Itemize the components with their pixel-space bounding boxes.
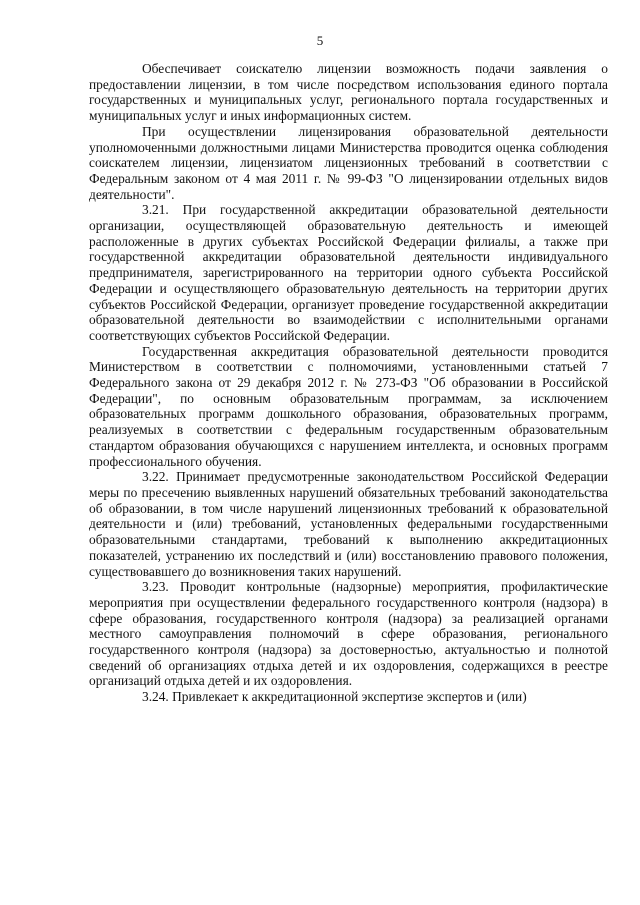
paragraph-state-accreditation: Государственная аккредитация образовательной деятельности проводится Министерством в соответствии с полномочиями, установленными статьей 7 Федерального закона от 29 декабря 2012 г. № 273-ФЗ "Об образовании в Российской Федерации", по основным образовательным программам, за исключением образовательных программ дошкольного образования, образовательных программ, реализуемых в соответствии с федеральным государственным образовательным стандартом образования обучающихся с нарушением интеллекта, и основных программ профессионального обучения. <box>89 343 608 469</box>
page-number: 5 <box>316 33 324 48</box>
paragraph-3-22: 3.22. Принимает предусмотренные законодательством Российской Федерации меры по пресечению выявленных нарушений обязательных требований законодательства об образовании, в том числе нарушений лицензионных требований к образовательной деятельности и (или) требований, установленных федеральными государственными образовательными стандартами, требований к выполнению аккредитационных показателей, устранению их последствий и (или) восстановлению правового положения, существовавшего до возникновения таких нарушений. <box>89 469 608 579</box>
paragraph-portal-services: Обеспечивает соискателю лицензии возможность подачи заявления о предоставлении лицензии, в том числе посредством использования единого портала государственных и муниципальных услуг, регионального портала государственных и муниципальных услуг и иных информационных систем. <box>89 61 608 124</box>
paragraph-3-23: 3.23. Проводит контрольные (надзорные) мероприятия, профилактические мероприятия при осуществлении федерального государственного контроля (надзора) в сфере образования, государственного контроля (надзора) за реализацией органами местного самоуправления полномочий в сфере образования, регионального государственного контроля (надзора) за достоверностью, актуальностью и полнотой сведений об организациях отдыха детей и их оздоровления, содержащихся в реестре организаций отдыха детей и их оздоровления. <box>89 579 608 689</box>
paragraph-3-21: 3.21. При государственной аккредитации образовательной деятельности организации, осуществляющей образовательную деятельность и имеющей расположенные в других субъектах Российской Федерации филиалы, а также при государственной аккредитации образовательной деятельности индивидуального предпринимателя, зарегистрированного на территории одного субъекта Российской Федерации и осуществляющего образовательную деятельность на территории других субъектов Российской Федерации, организует проведение государственной аккредитации образовательной деятельности во взаимодействии с исполнительными органами соответствующих субъектов Российской Федерации. <box>89 202 608 343</box>
document-body <box>89 61 608 705</box>
paragraph-3-24: 3.24. Привлекает к аккредитационной экспертизе экспертов и (или) <box>142 689 527 705</box>
paragraph-licensing-assessment: При осуществлении лицензирования образовательной деятельности уполномоченными должностными лицами Министерства проводится оценка соблюдения соискателем лицензии, лицензиатом лицензионных требований в соответствии с Федеральным законом от 4 мая 2011 г. № 99-ФЗ "О лицензировании отдельных видов деятельности". <box>89 123 608 202</box>
